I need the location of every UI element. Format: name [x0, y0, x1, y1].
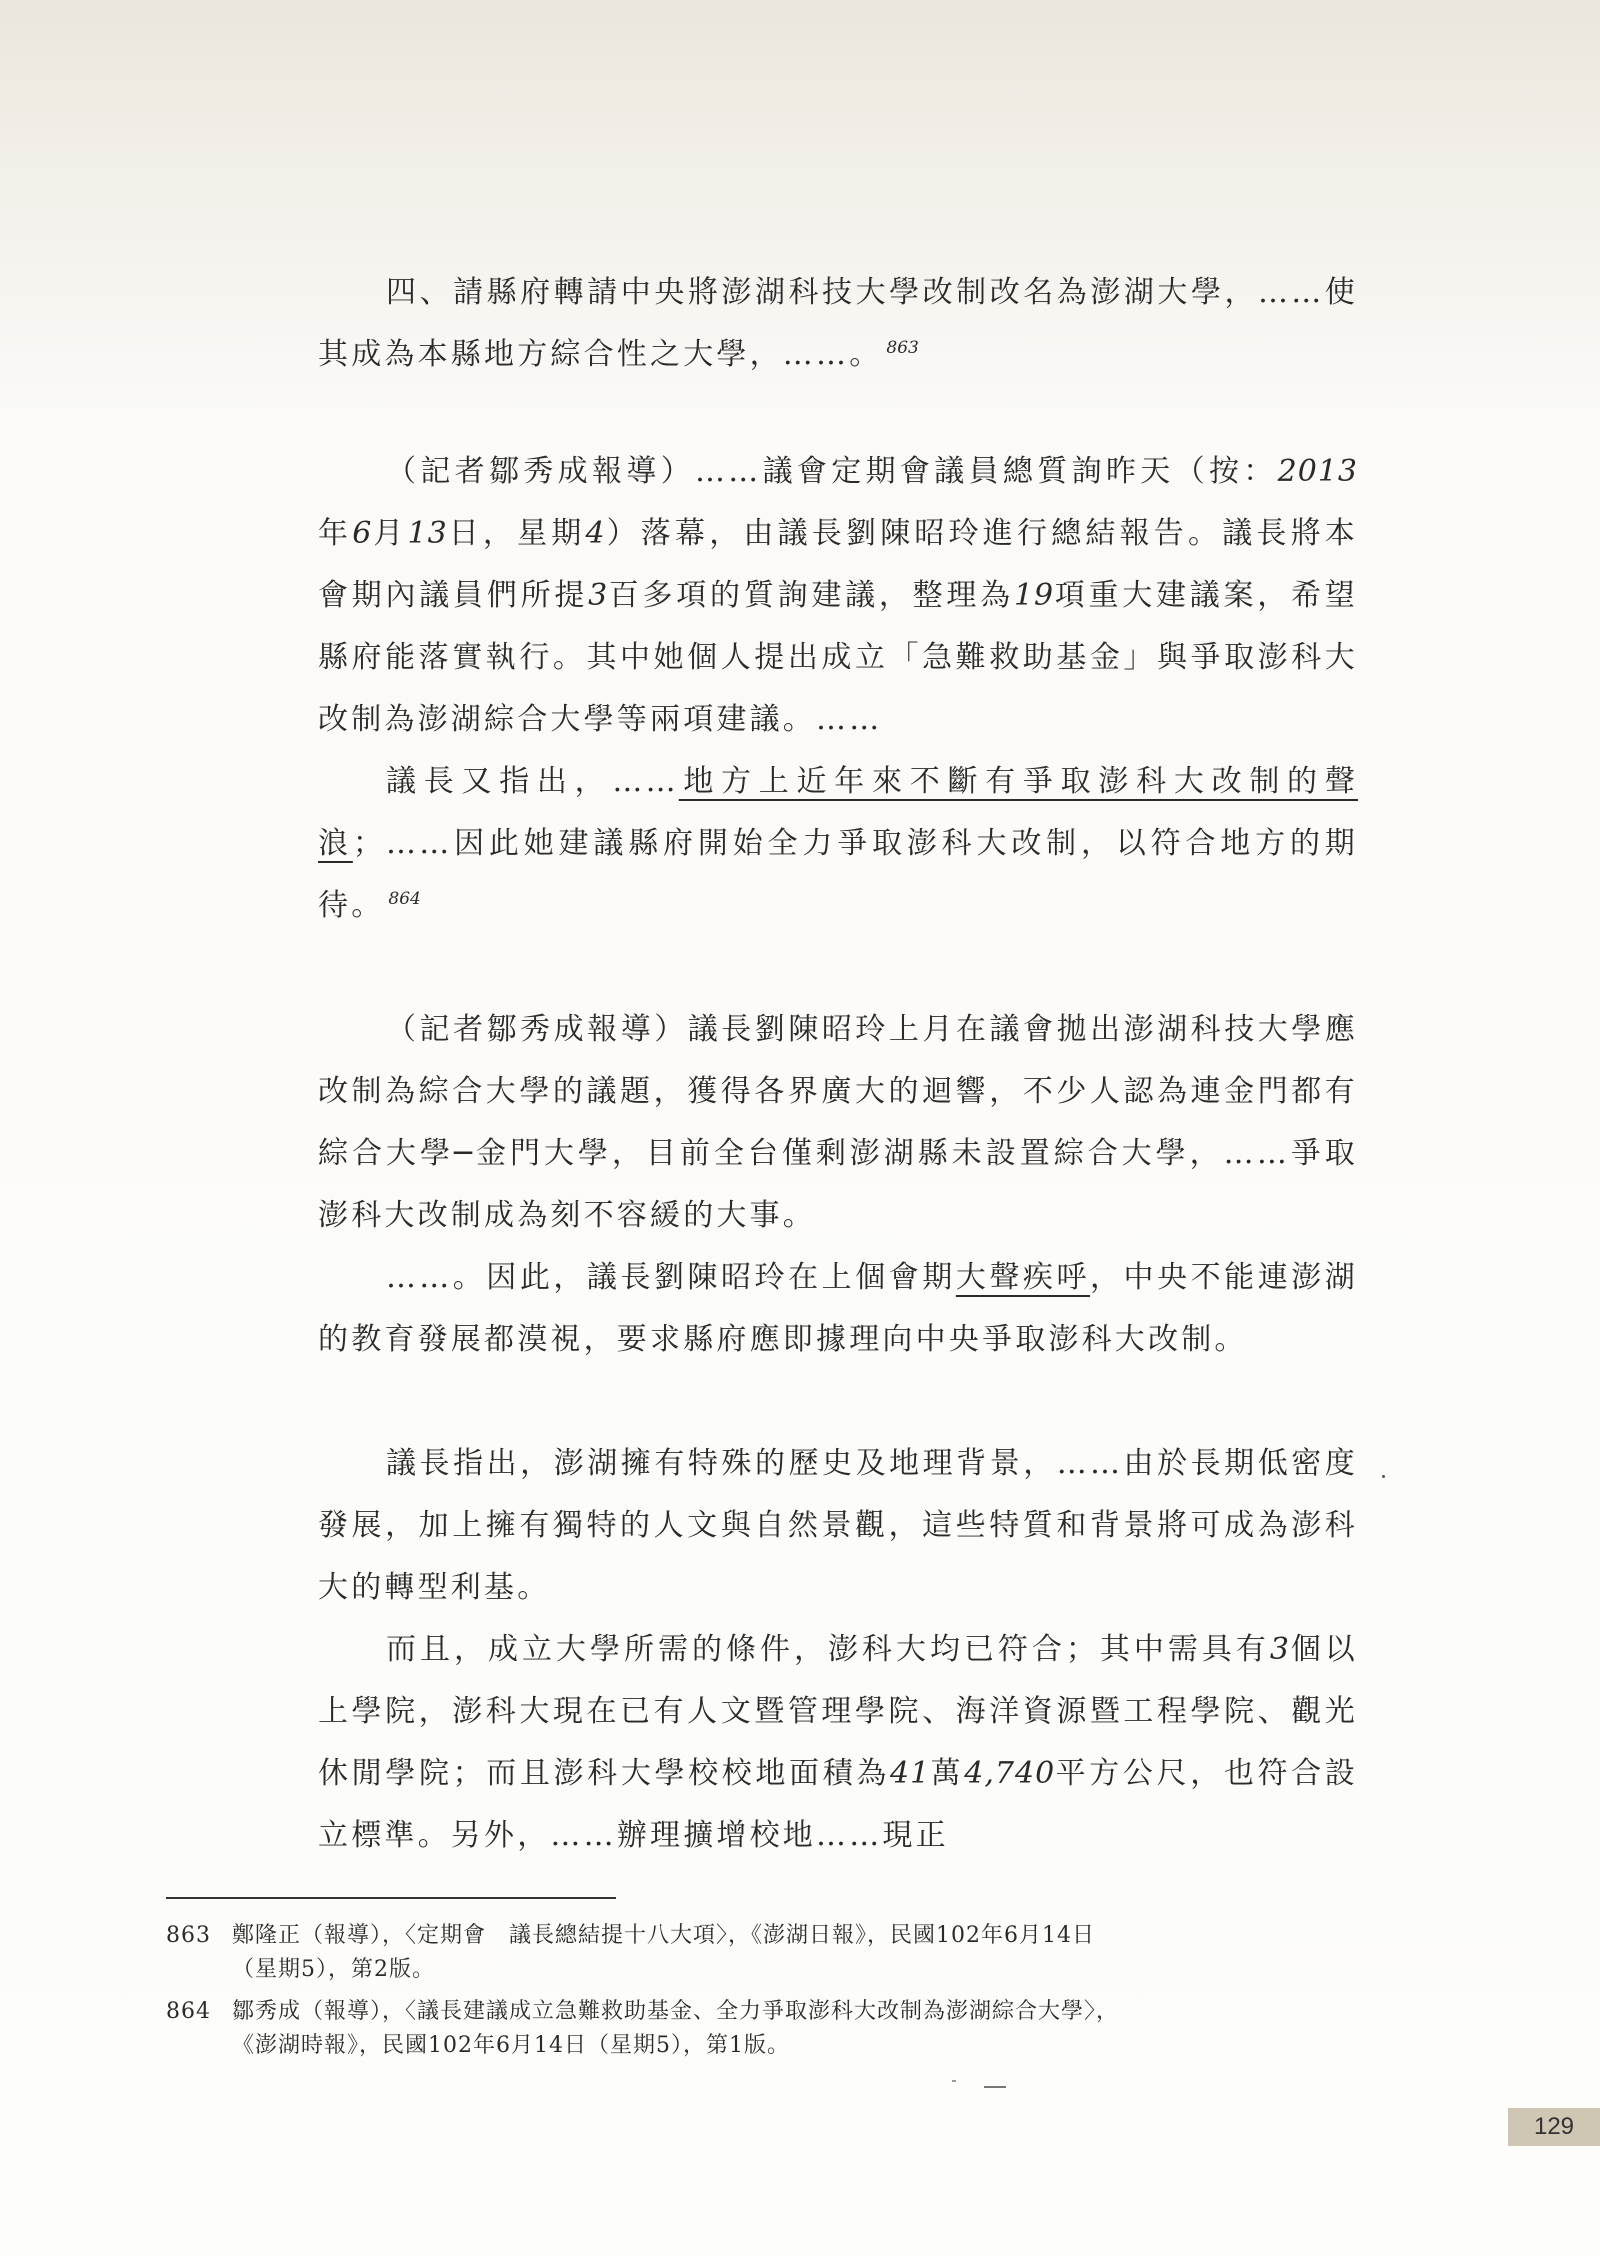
- quote-2-paragraph-2: 議長又指出，……地方上近年來不斷有爭取澎科大改制的聲浪；……因此她建議縣府開始全力爭取澎科大改制，以符合地方的期待。 $^{864}$: [318, 764, 1358, 923]
- footnote-864: 864 鄒秀成（報導），〈議長建議成立急難救助基金、全力爭取澎科大改制為澎湖綜合大學〉， 《澎湖時報》，民國102年6月14日（星期5），第1版。: [166, 1999, 1120, 2058]
- quote-3-paragraph-4: 而且，成立大學所需的條件，澎科大均已符合；其中需具有3個以上學院，澎科大現在已有人文暨管理學院、海洋資源暨工程學院、觀光休閒學院；而且澎科大學校校地面積為41萬4,740平方公尺，也符合設立標準。另外，……辦理擴增校地……現正: [318, 1632, 1358, 1853]
- footnote-ref-864[interactable]: 864: [388, 889, 421, 909]
- quote-3-paragraph-3: 議長指出，澎湖擁有特殊的歷史及地理背景，……由於長期低密度發展，加上擁有獨特的人文與自然景觀，這些特質和背景將可成為澎科大的轉型利基。: [318, 1446, 1358, 1605]
- footnote-863: 863 鄭隆正（報導），〈定期會 議長總結提十八大項〉，《澎湖日報》，民國102年6月14日 （星期5），第2版。: [166, 1923, 1095, 1982]
- footnote-ref-863[interactable]: 863: [886, 338, 919, 358]
- scan-speck: [984, 2086, 1006, 2088]
- quote-2-paragraph-1: （記者鄒秀成報導）……議會定期會議員總質詢昨天（按：2013年6月13日，星期4）落幕，由議長劉陳昭玲進行總結報告。議長將本會期內議員們所提3百多項的質詢建議，整理為19項重大建議案，希望縣府能落實執行。其中她個人提出成立「急難救助基金」與爭取澎科大改制為澎湖綜合大學等兩項建議。……: [318, 454, 1358, 737]
- quote-1: 四、請縣府轉請中央將澎湖科技大學改制改名為澎湖大學，……使其成為本縣地方綜合性之大學，……。 $^{863}$: [318, 275, 1358, 372]
- scan-speck: [1382, 1475, 1385, 1478]
- quote-3-paragraph-2: ……。因此，議長劉陳昭玲在上個會期大聲疾呼，中央不能連澎湖的教育發展都漠視，要求縣府應即據理向中央爭取澎科大改制。: [318, 1260, 1358, 1357]
- scan-speck: [952, 2080, 956, 2082]
- underlined-phrase: 大聲疾呼: [955, 1260, 1091, 1295]
- underlined-phrase: 地方上近年來不斷有爭取澎科大改制的聲浪: [318, 764, 1358, 861]
- page-number: 129: [1508, 2108, 1600, 2146]
- quote-3-paragraph-1: （記者鄒秀成報導）議長劉陳昭玲上月在議會拋出澎湖科技大學應改制為綜合大學的議題，獲得各界廣大的迴響，不少人認為連金門都有綜合大學─金門大學，目前全台僅剩澎湖縣未設置綜合大學，……爭取澎科大改制成為刻不容緩的大事。: [318, 1012, 1358, 1233]
- footnote-divider: [166, 1897, 616, 1899]
